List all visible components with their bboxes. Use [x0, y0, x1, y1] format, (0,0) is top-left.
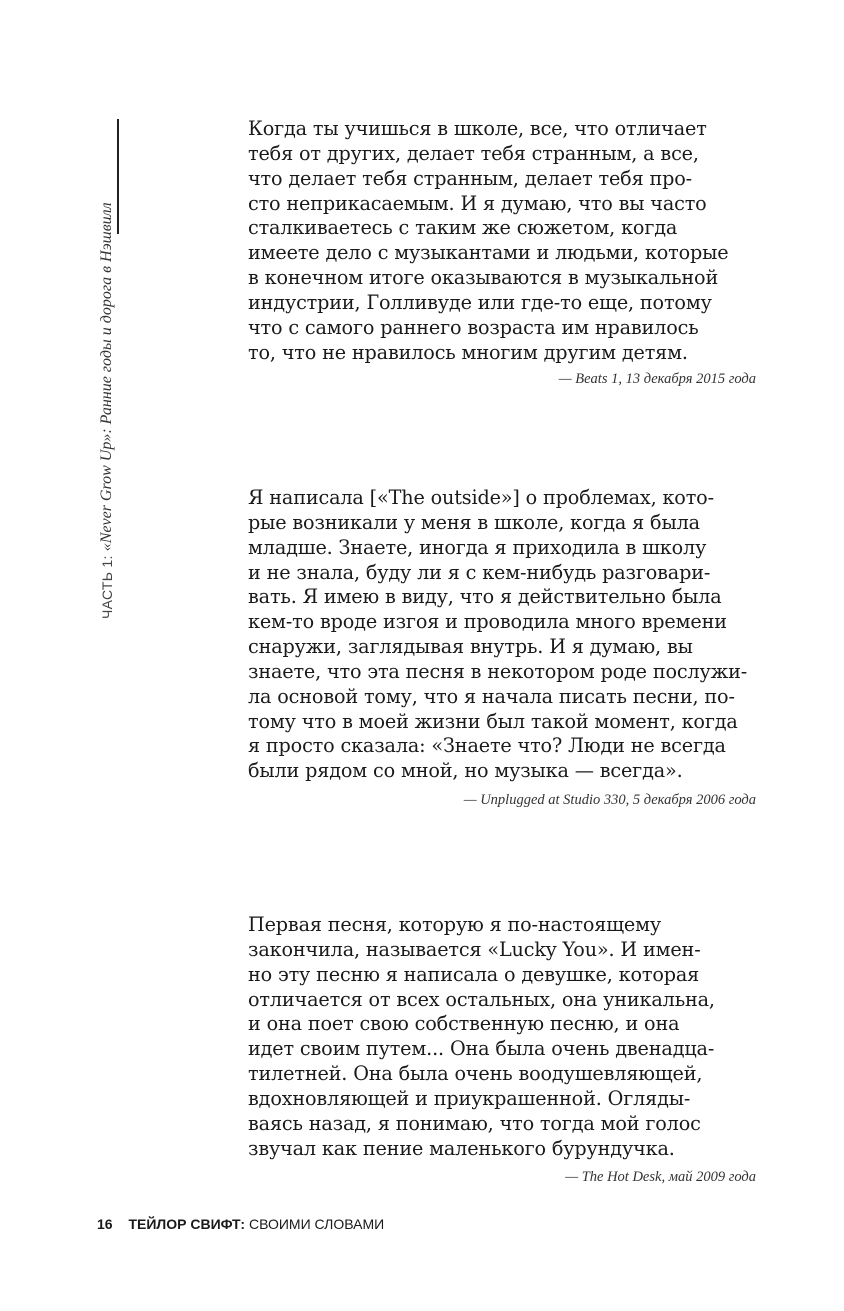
quote-line: вать. Я имею в виду, что я действительно была — [248, 585, 722, 609]
quote-line: кем-то вроде изгоя и проводила много времени — [248, 610, 727, 634]
quote-block-2 — [248, 486, 768, 809]
quote-line: вдохновляющей и приукрашенной. Огляды- — [248, 1086, 691, 1110]
quote-line: Первая песня, которую я по-настоящему — [248, 913, 662, 936]
quote-line: были рядом со мной, но музыка — всегда». — [248, 759, 683, 783]
quote-line: индустрии, Голливуде или где-то еще, потому — [248, 290, 712, 314]
quote-line: знаете, что эта песня в некотором роде послужи- — [248, 659, 748, 683]
quote-line: закончила, называется «Lucky You». И имен- — [248, 937, 701, 961]
page-footer — [97, 1216, 384, 1232]
quote-line: сто неприкасаемым. И я думаю, что вы часто — [248, 191, 707, 215]
footer-book-subtitle: СВОИМИ СЛОВАМИ — [248, 1216, 385, 1232]
quote-line: то, что не нравилось многим другим детям. — [248, 340, 688, 364]
quote-source: — Beats 1, 13 декабря 2015 года — [558, 371, 756, 388]
quote-line: идет своим путем... Она была очень двенадца- — [248, 1037, 715, 1061]
quote-line: младше. Знаете, иногда я приходила в школу — [248, 535, 707, 559]
quote-line: отличается от всех остальных, она уникальна, — [248, 987, 715, 1011]
quote-line: и она поет свою собственную песню, и она — [248, 1012, 680, 1036]
quote-line: в конечном итоге оказываются в музыкальной — [248, 266, 719, 290]
quote-line: рые возникали у меня в школе, когда я была — [248, 510, 700, 534]
quote-line: тилетней. Она была очень воодушевляющей, — [248, 1062, 703, 1086]
quote-line: и не знала, буду ли я с кем-нибудь разговари- — [248, 560, 711, 584]
running-head — [94, 119, 124, 619]
quote-line: ваясь назад, я понимаю, что тогда мой голос — [248, 1111, 701, 1135]
quote-line: что делает тебя странным, делает тебя про- — [248, 166, 692, 190]
quote-block-3 — [248, 913, 768, 1186]
quote-line: что с самого раннего возраста им нравилось — [248, 315, 699, 339]
quote-line: имеете дело с музыкантами и людьми, которые — [248, 241, 729, 265]
quote-line: ла основой тому, что я начала писать песни, по- — [248, 684, 735, 708]
quote-line: снаружи, заглядывая внутрь. И я думаю, вы — [248, 635, 693, 659]
quote-line: звучал как пение маленького бурундучка. — [248, 1136, 675, 1160]
quote-line: я просто сказала: «Знаете что? Люди не всегда — [248, 734, 726, 758]
running-head-rule — [117, 119, 119, 234]
quote-line: Я написала [«The outside»] о проблемах, кото- — [248, 486, 714, 509]
quote-source: — The Hot Desk, май 2009 года — [565, 1169, 756, 1186]
footer-book-title: ТЕЙЛОР СВИФТ: — [128, 1216, 246, 1232]
quote-line: тебя от других, делает тебя странным, а все, — [248, 141, 699, 165]
page-number: 16 — [97, 1216, 113, 1232]
running-head-part: ЧАСТЬ 1: — [99, 555, 115, 619]
quote-block-1 — [248, 117, 768, 388]
quote-line: но эту песню я написала о девушке, которая — [248, 962, 700, 986]
running-head-title: «Never Grow Up»: Ранние годы и дорога в Нэшвилл — [98, 202, 115, 552]
quote-source: — Unplugged at Studio 330, 5 декабря 2006 года — [463, 792, 756, 809]
quote-line: Когда ты учишься в школе, все, что отличает — [248, 117, 707, 140]
quote-line: тому что в моей жизни был такой момент, когда — [248, 709, 738, 733]
quote-line: сталкиваетесь с таким же сюжетом, когда — [248, 216, 678, 240]
